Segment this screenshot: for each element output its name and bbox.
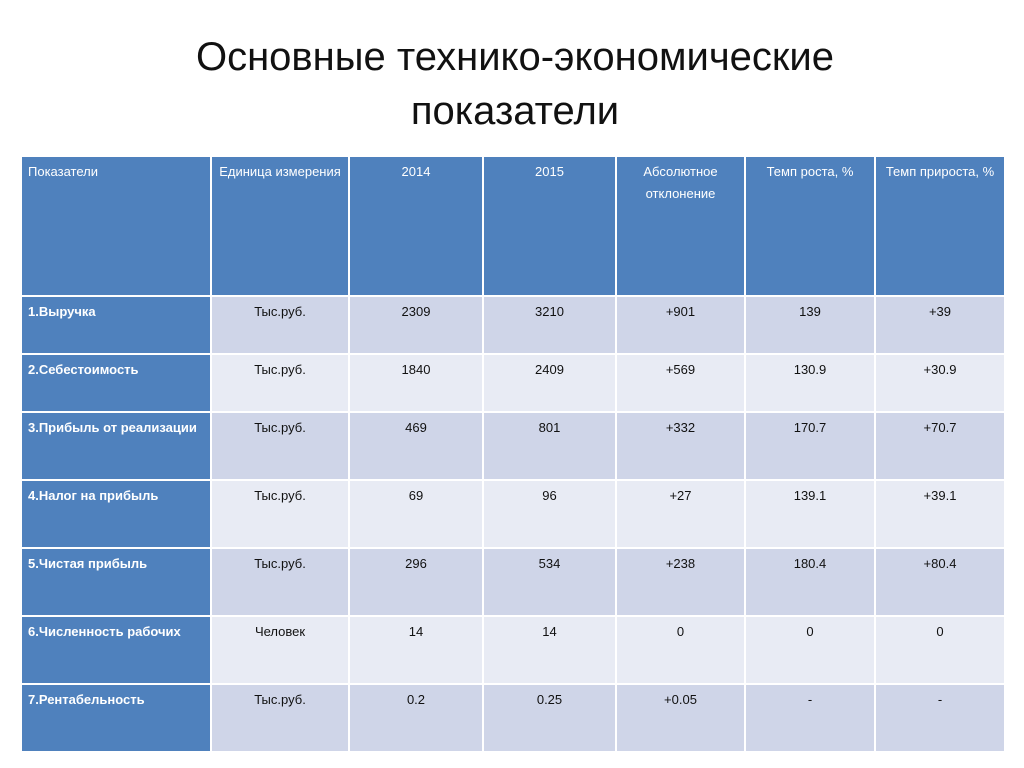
- header-2014: 2014: [349, 156, 483, 296]
- row-indicator-name: 4.Налог на прибыль: [21, 480, 211, 548]
- row-absolute-deviation: +0.05: [616, 684, 745, 752]
- row-increase-rate: -: [875, 684, 1005, 752]
- row-unit: Тыс.руб.: [211, 684, 349, 752]
- table-row: [21, 296, 1005, 354]
- row-indicator-name: 1.Выручка: [21, 296, 211, 354]
- row-growth-rate: -: [745, 684, 875, 752]
- row-absolute-deviation: +901: [616, 296, 745, 354]
- table-row: [21, 684, 1005, 752]
- row-unit: Тыс.руб.: [211, 354, 349, 412]
- row-indicator-name: 2.Себестоимость: [21, 354, 211, 412]
- header-increase-rate: Темп прироста, %: [875, 156, 1005, 296]
- row-absolute-deviation: +27: [616, 480, 745, 548]
- row-increase-rate: +70.7: [875, 412, 1005, 480]
- row-unit: Тыс.руб.: [211, 412, 349, 480]
- slide-title-line-2: показатели: [410, 89, 620, 133]
- row-value-2015: 3210: [483, 296, 616, 354]
- table-row: [21, 412, 1005, 480]
- row-increase-rate: +39.1: [875, 480, 1005, 548]
- header-indicator: Показатели: [21, 156, 211, 296]
- table-row: [21, 354, 1005, 412]
- row-indicator-name: 5.Чистая прибыль: [21, 548, 211, 616]
- row-unit: Тыс.руб.: [211, 480, 349, 548]
- row-unit: Тыс.руб.: [211, 296, 349, 354]
- row-value-2014: 69: [349, 480, 483, 548]
- row-growth-rate: 0: [745, 616, 875, 684]
- row-growth-rate: 139: [745, 296, 875, 354]
- row-value-2014: 1840: [349, 354, 483, 412]
- row-absolute-deviation: +569: [616, 354, 745, 412]
- table-row: [21, 616, 1005, 684]
- row-value-2015: 14: [483, 616, 616, 684]
- header-unit: Единица измерения: [211, 156, 349, 296]
- row-value-2014: 469: [349, 412, 483, 480]
- row-unit: Тыс.руб.: [211, 548, 349, 616]
- table-header-row: [21, 156, 1005, 296]
- row-value-2015: 534: [483, 548, 616, 616]
- row-increase-rate: 0: [875, 616, 1005, 684]
- indicators-table: [20, 155, 1006, 753]
- row-value-2014: 0.2: [349, 684, 483, 752]
- row-indicator-name: 6.Численность рабочих: [21, 616, 211, 684]
- row-growth-rate: 139.1: [745, 480, 875, 548]
- row-increase-rate: +80.4: [875, 548, 1005, 616]
- row-indicator-name: 7.Рентабельность: [21, 684, 211, 752]
- row-increase-rate: +39: [875, 296, 1005, 354]
- row-value-2015: 2409: [483, 354, 616, 412]
- table-row: [21, 480, 1005, 548]
- header-2015: 2015: [483, 156, 616, 296]
- row-value-2014: 2309: [349, 296, 483, 354]
- row-growth-rate: 130.9: [745, 354, 875, 412]
- header-growth-rate: Темп роста, %: [745, 156, 875, 296]
- row-growth-rate: 170.7: [745, 412, 875, 480]
- slide-title-line-1: Основные технико-экономические: [195, 35, 835, 79]
- row-indicator-name: 3.Прибыль от реализации: [21, 412, 211, 480]
- header-absolute-deviation: Абсолютное отклонение: [616, 156, 745, 296]
- row-value-2014: 14: [349, 616, 483, 684]
- row-increase-rate: +30.9: [875, 354, 1005, 412]
- row-growth-rate: 180.4: [745, 548, 875, 616]
- row-value-2014: 296: [349, 548, 483, 616]
- row-value-2015: 96: [483, 480, 616, 548]
- row-absolute-deviation: +238: [616, 548, 745, 616]
- slide-title: [100, 30, 930, 138]
- row-value-2015: 801: [483, 412, 616, 480]
- row-value-2015: 0.25: [483, 684, 616, 752]
- table-row: [21, 548, 1005, 616]
- row-absolute-deviation: +332: [616, 412, 745, 480]
- row-absolute-deviation: 0: [616, 616, 745, 684]
- row-unit: Человек: [211, 616, 349, 684]
